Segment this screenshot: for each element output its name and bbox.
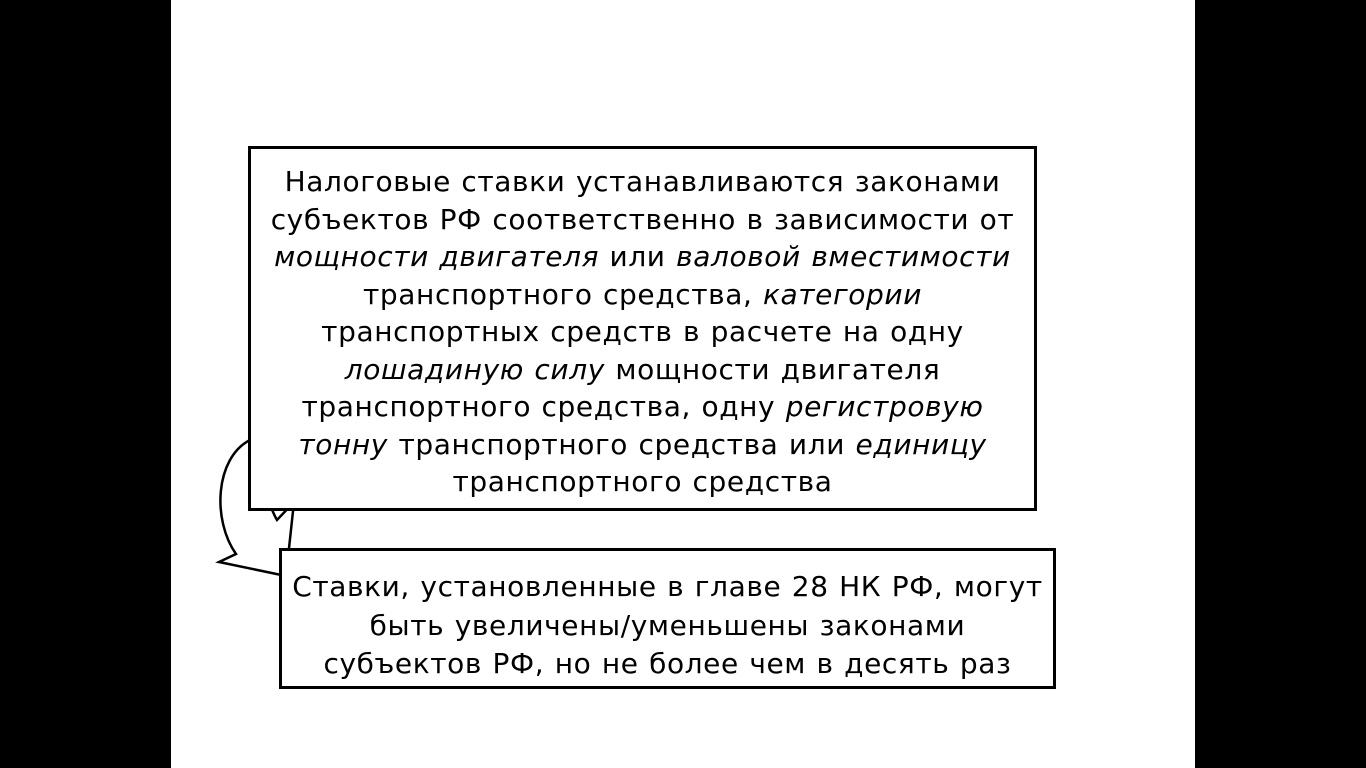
text-segment: транспортного средства, bbox=[363, 277, 763, 311]
text-segment: транспортного средства bbox=[452, 465, 833, 498]
rate-change-limit-text: Ставки, установленные в главе 28 НК РФ, могут быть увеличены/уменьшены законами субъектов РФ, но не более чем в десять раз bbox=[292, 570, 1043, 680]
text-segment-italic: единицу bbox=[855, 427, 987, 461]
tax-rates-description-box bbox=[248, 146, 1037, 511]
text-segment: транспортных средств в расчете на одну bbox=[321, 277, 975, 348]
text-segment-italic: мощности двигателя bbox=[274, 240, 600, 273]
text-segment-italic: регистровую тонну bbox=[298, 390, 984, 461]
text-segment: транспортного средства или bbox=[387, 427, 856, 461]
text-segment-italic: валовой вместимости bbox=[676, 240, 1011, 273]
text-segment: или bbox=[599, 240, 677, 273]
text-segment-italic: лошадиную силу bbox=[344, 352, 605, 386]
rate-change-limit-box bbox=[279, 548, 1056, 689]
text-segment: мощности двигателя транспортного средства, одну bbox=[301, 352, 941, 423]
text-segment-italic: категории bbox=[762, 277, 922, 311]
text-segment: Налоговые ставки устанавливаются законами субъектов РФ соответственно в зависимости от bbox=[270, 165, 1015, 236]
